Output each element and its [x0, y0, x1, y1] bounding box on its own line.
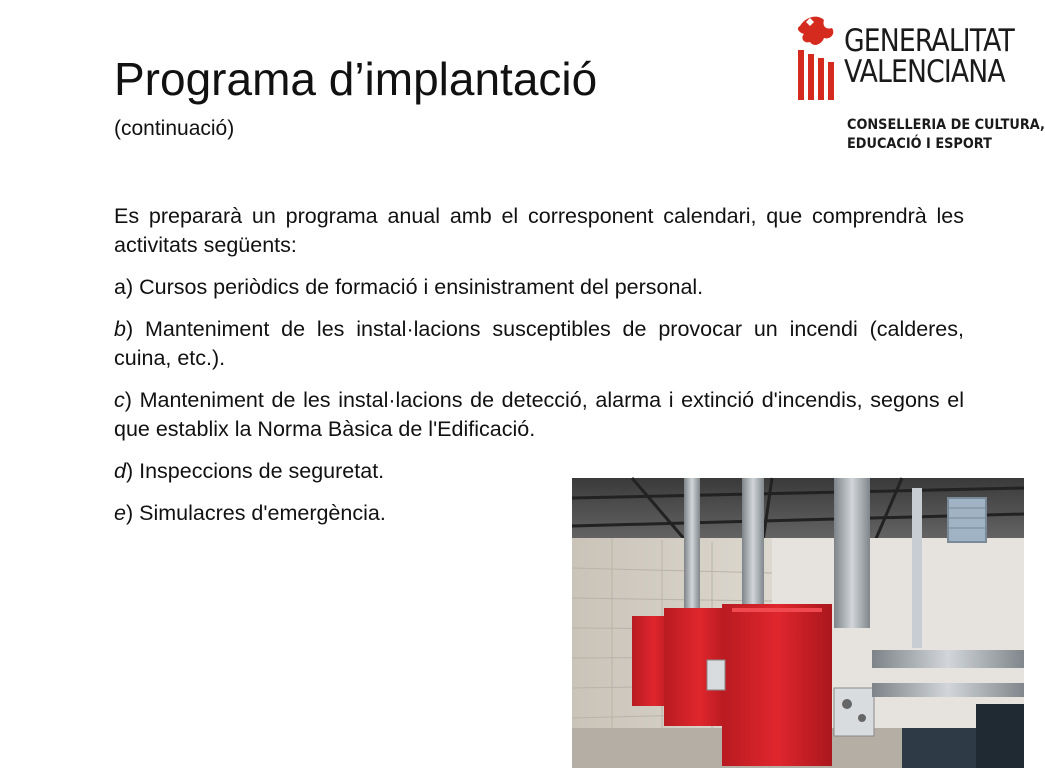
generalitat-logo [792, 8, 1045, 158]
list-item-letter: a) [114, 275, 134, 299]
list-item-b [114, 315, 964, 373]
list-item-letter: e [114, 501, 126, 525]
list-item-letter: d [114, 459, 126, 483]
list-item-a [114, 273, 964, 302]
conselleria-line2: EDUCACIÓ I ESPORT [847, 136, 992, 152]
conselleria-name [847, 116, 1045, 154]
list-item-text: Inspeccions de seguretat. [139, 459, 385, 483]
list-item-text: Manteniment de les instal·lacions susceptibles de provocar un incendi (calderes, cuina, etc.). [114, 317, 964, 370]
slide-subtitle: (continuació) [114, 117, 235, 140]
list-item-letter: c [114, 388, 125, 412]
conselleria-line1: CONSELLERIA DE CULTURA, [847, 117, 1045, 133]
boiler-room-photo [572, 478, 1024, 768]
boiler-room-illustration [572, 478, 1024, 768]
generalitat-name [844, 23, 1014, 90]
list-item-letter: b [114, 317, 126, 341]
generalitat-name-line2: VALENCIANA [844, 54, 1005, 90]
intro-paragraph: Es prepararà un programa anual amb el corresponent calendari, que comprendrà les activitats següents: [114, 204, 964, 257]
list-item-paren: ) [125, 501, 134, 525]
slide-title: Programa d’implantació [114, 53, 598, 105]
list-item-text: Manteniment de les instal·lacions de detecció, alarma i extinció d'incendis, segons el que establix la Norma Bàsica de l'Edificació. [114, 388, 964, 441]
list-item-c [114, 386, 964, 444]
list-item-paren: ) [125, 459, 134, 483]
generalitat-name-line1: GENERALITAT [844, 23, 1014, 59]
list-item-text: Simulacres d'emergència. [139, 501, 386, 525]
list-item-text: Cursos periòdics de formació i ensinistrament del personal. [139, 275, 704, 299]
list-item-paren: ) [124, 388, 132, 412]
list-item-paren: ) [125, 317, 134, 341]
